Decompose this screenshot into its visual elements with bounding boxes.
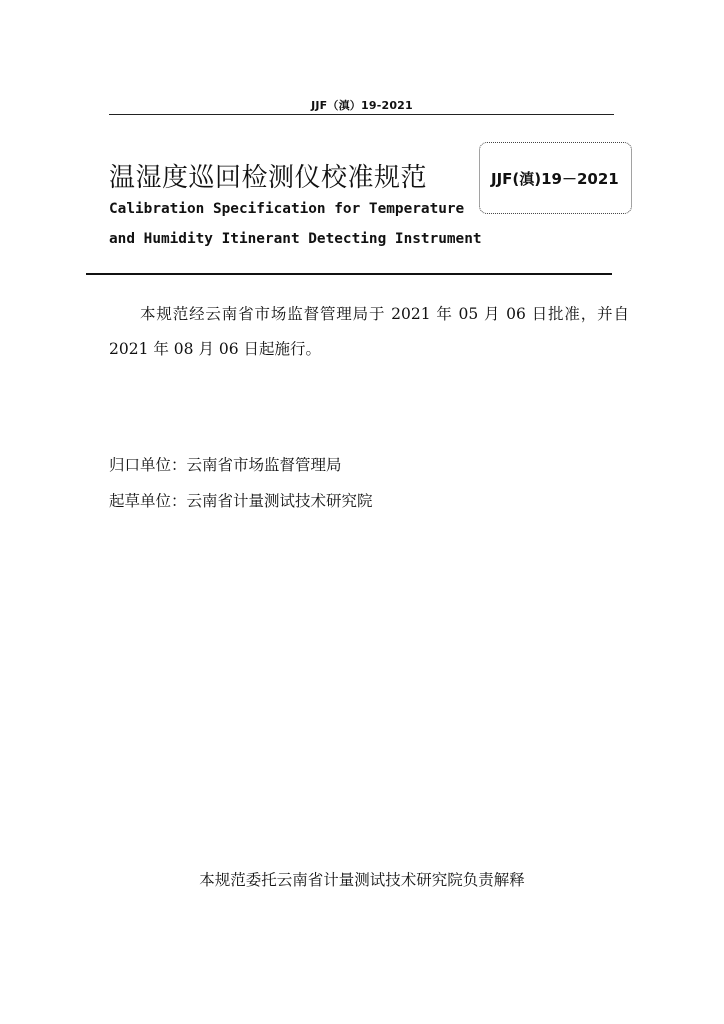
title-divider: [86, 273, 612, 275]
running-header: JJF（滇）19-2021: [311, 99, 413, 112]
responsible-unit: 归口单位：云南省市场监督管理局: [109, 456, 342, 474]
drafting-unit: 起草单位：云南省计量测试技术研究院: [109, 492, 373, 510]
document-code-box: [479, 142, 632, 214]
title-english-line1: Calibration Specification for Temperature: [109, 201, 465, 217]
interpretation-note: 本规范委托云南省计量测试技术研究院负责解释: [199, 871, 525, 889]
title-english-line2: and Humidity Itinerant Detecting Instrument: [109, 231, 482, 247]
approval-statement: 本规范经云南省市场监督管理局于 2021 年 05 月 06 日批准，并自 2021 年 08 月 06 日起施行。: [109, 305, 629, 358]
title-chinese: 温湿度巡回检测仪校准规范: [109, 163, 428, 193]
header-divider: [109, 114, 614, 115]
document-code: JJF(滇)19－2021: [491, 170, 619, 188]
